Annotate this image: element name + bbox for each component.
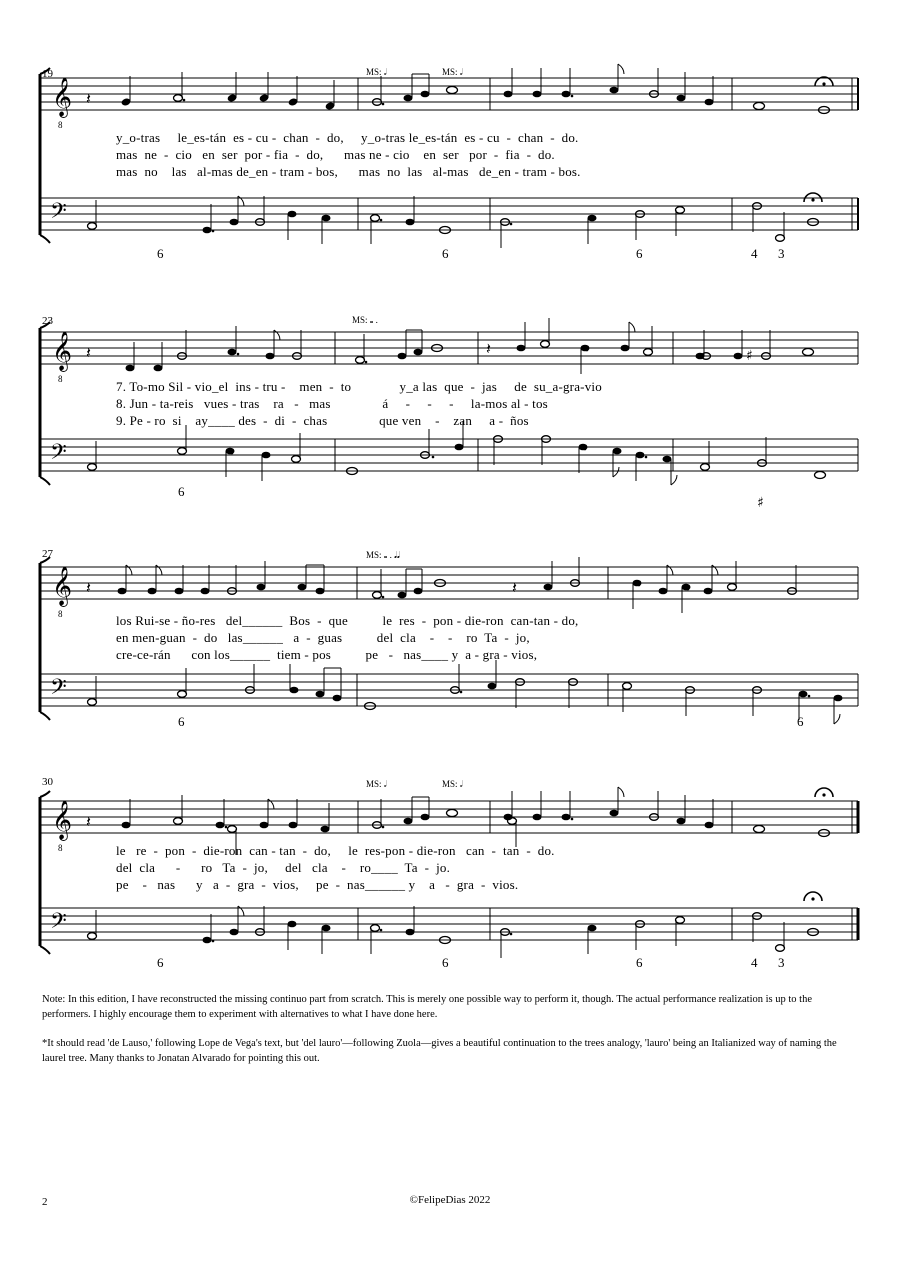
figured-bass: 6 — [178, 714, 185, 729]
svg-text:𝄽: 𝄽 — [86, 343, 91, 362]
ms-annotation: MS: 𝅝 . — [352, 315, 378, 325]
figured-bass: 6 — [442, 955, 449, 970]
lyric-line: 8. Jun - ta-reis vues - tras ra - mas á - - - la-mos al - tos — [116, 396, 548, 411]
svg-text:𝄢: 𝄢 — [50, 675, 67, 705]
system-1 — [0, 60, 900, 270]
svg-text:𝄞: 𝄞 — [52, 77, 73, 117]
svg-text:𝄽: 𝄽 — [512, 578, 517, 597]
lyric-line: 7. To-mo Sil - vio_el ins - tru - men - to y_a las que - jas de su_a-gra-vio — [116, 379, 602, 394]
ms-annotation: MS: 𝅗𝅥 — [442, 67, 463, 77]
figured-bass: 4 — [751, 955, 758, 970]
svg-text:𝄽: 𝄽 — [86, 578, 91, 597]
lyric-line: mas no las al-mas de_en - tram - bos, mas no las al-mas de_en - tram - bos. — [116, 164, 581, 179]
figured-bass: 6 — [797, 714, 804, 729]
svg-text:♯: ♯ — [746, 348, 753, 364]
svg-text:𝄢: 𝄢 — [50, 199, 67, 229]
ms-annotation: MS: 𝅗𝅥 — [366, 779, 387, 789]
svg-text:𝄞: 𝄞 — [52, 800, 73, 840]
lyric-line: pe - nas y a - gra - vios, pe - nas______ y a - gra - vios. — [116, 877, 519, 892]
page-number: 2 — [42, 1196, 48, 1208]
svg-text:𝄽: 𝄽 — [486, 339, 491, 358]
lyric-line: mas ne - cio en ser por - fia - do, mas ne - cio en ser por - fia - do. — [116, 147, 555, 162]
figured-bass: 6 — [636, 246, 643, 261]
svg-text:𝄞: 𝄞 — [52, 331, 73, 371]
system-4 — [0, 770, 900, 980]
edition-note: Note: In this edition, I have reconstructed the missing continuo part from scratch. This is merely one possible way to perform it, though. The actual performance realization is up to the performers. I highly encourage them to experiment with alternatives to what I have done here. — [42, 994, 812, 1020]
figured-bass: 6 — [157, 246, 164, 261]
ms-annotation: MS: 𝅗𝅥 — [442, 779, 463, 789]
svg-text:8: 8 — [58, 374, 63, 384]
lyric-line: en men-guan - do las______ a - guas del cla - - ro Ta - jo, — [116, 630, 530, 645]
lyric-line: los Rui-se - ño-res del______ Bos - que le res - pon - die-ron can-tan - do, — [116, 613, 579, 628]
svg-text:𝄽: 𝄽 — [86, 812, 91, 831]
figured-bass: 4 — [751, 246, 758, 261]
measure-number: 23 — [42, 315, 53, 327]
lyric-line: cre-ce-rán con los______ tiem - pos pe - nas____ y a - gra - vios, — [116, 647, 538, 662]
system-3 — [0, 540, 900, 740]
lyric-line: le re - pon - die-ron can - tan - do, le res-pon - die-ron can - tan - do. — [116, 843, 555, 858]
footnote: *It should read 'de Lauso,' following Lope de Vega's text, but 'del lauro'—following Zuola—gives a beautiful continuation to the trees analogy, 'lauro' being an Italianized way of naming the laurel tree. Many thanks to Jonatan Alvarado for pointing this out. — [42, 1038, 837, 1064]
measure-number: 30 — [42, 776, 53, 788]
svg-text:8: 8 — [58, 843, 63, 853]
copyright: ©FelipeDias 2022 — [409, 1194, 491, 1206]
system-2 — [0, 307, 900, 507]
figured-bass: 3 — [778, 955, 785, 970]
svg-text:𝄞: 𝄞 — [52, 566, 73, 606]
svg-text:8: 8 — [58, 609, 63, 619]
svg-text:𝄢: 𝄢 — [50, 909, 67, 939]
svg-text:♯: ♯ — [757, 495, 764, 507]
svg-text:𝄽: 𝄽 — [86, 89, 91, 108]
figured-bass: 6 — [442, 246, 449, 261]
svg-text:𝄢: 𝄢 — [50, 440, 67, 470]
figured-bass: 3 — [778, 246, 785, 261]
figured-bass: 6 — [157, 955, 164, 970]
lyric-line: y_o-tras le_es-tán es - cu - chan - do, y_o-tras le_es-tán es - cu - chan - do. — [116, 130, 579, 145]
figured-bass: 6 — [178, 484, 185, 499]
lyric-line: 9. Pe - ro si ay____ des - di - chas que ven - zan a - ños — [116, 413, 529, 428]
figured-bass: 6 — [636, 955, 643, 970]
measure-number: 27 — [42, 548, 53, 560]
svg-text:8: 8 — [58, 120, 63, 130]
ms-annotation: MS: 𝅗𝅥 — [366, 67, 387, 77]
lyric-line: del cla - ro Ta - jo, del cla - ro____ Ta - jo. — [116, 860, 451, 875]
ms-annotation: MS: 𝅝 . 𝅘𝅥𝅘𝅥 — [366, 550, 400, 560]
measure-number: 19 — [42, 68, 53, 80]
